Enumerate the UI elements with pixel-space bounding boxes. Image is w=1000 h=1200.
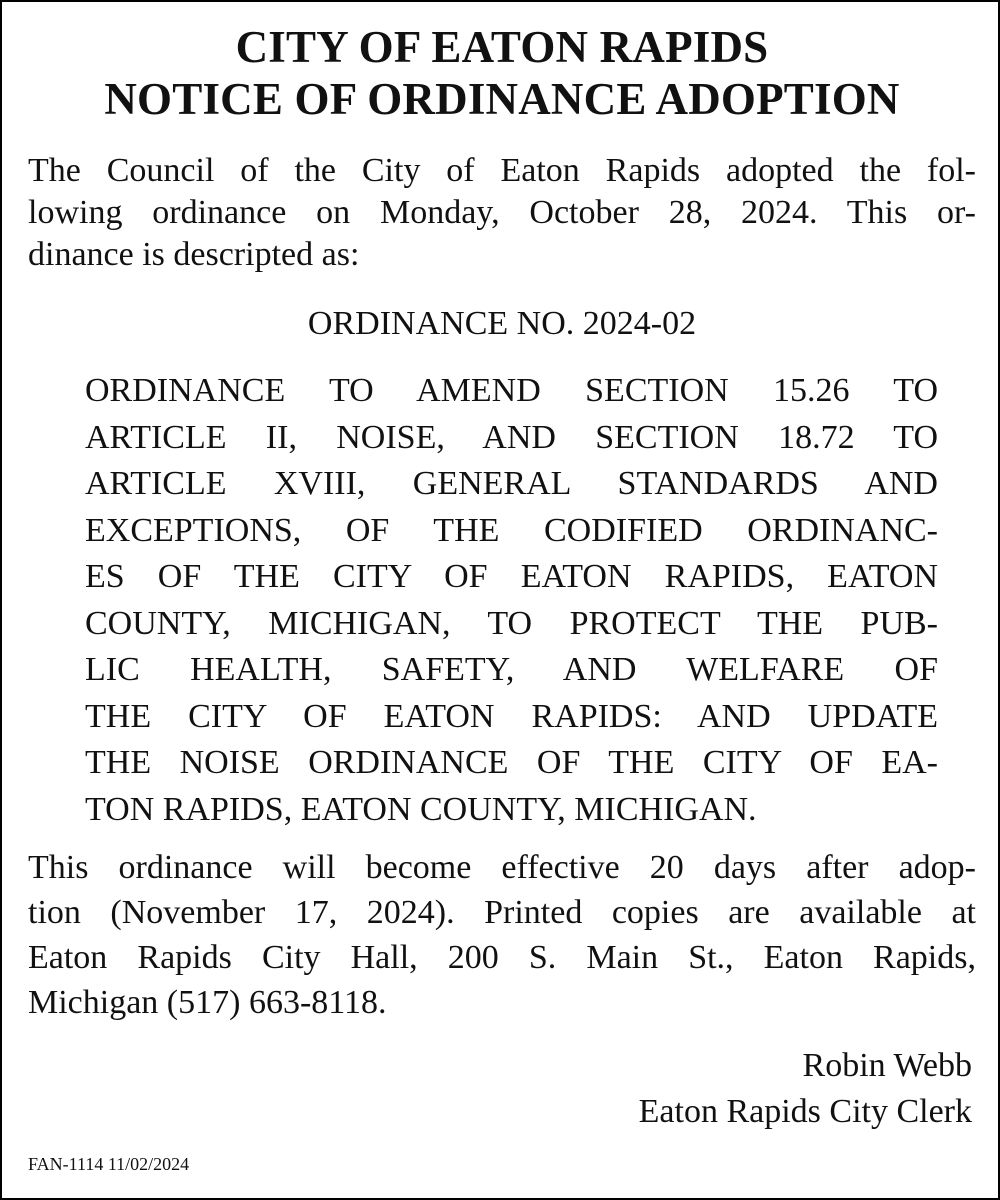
ordinance-title-line: ARTICLE XVIII, GENERAL STANDARDS AND (85, 465, 938, 502)
effective-line: Michigan (517) 663-8118. (28, 984, 387, 1021)
notice-heading-city: CITY OF EATON RAPIDS (235, 22, 769, 72)
ordinance-title-line: LIC HEALTH, SAFETY, AND WELFARE OF (85, 651, 938, 688)
intro-line: lowing ordinance on Monday, October 28, 2024. This or- (28, 194, 976, 231)
intro-line: dinance is descripted as: (28, 236, 360, 273)
ordinance-title-line: ES OF THE CITY OF EATON RAPIDS, EATON (85, 558, 938, 595)
intro-paragraph (28, 150, 976, 276)
ordinance-title-line: EXCEPTIONS, OF THE CODIFIED ORDINANC- (85, 511, 938, 549)
ordinance-title-line: TON RAPIDS, EATON COUNTY, MICHIGAN. (85, 790, 757, 828)
ordinance-title-line: ORDINANCE TO AMEND SECTION 15.26 TO (85, 372, 938, 409)
ordinance-title (85, 368, 938, 833)
signature-name: Robin Webb (802, 1047, 972, 1084)
intro-line: The Council of the City of Eaton Rapids adopted the fol- (28, 152, 976, 189)
publication-reference: FAN-1114 11/02/2024 (28, 1154, 190, 1174)
ordinance-title-line: COUNTY, MICHIGAN, TO PROTECT THE PUB- (85, 604, 938, 642)
signature-title: Eaton Rapids City Clerk (638, 1093, 972, 1130)
ordinance-title-line: THE CITY OF EATON RAPIDS: AND UPDATE (85, 697, 938, 735)
effective-line: tion (November 17, 2024). Printed copies are available at (28, 894, 976, 931)
ordinance-title-line: THE NOISE ORDINANCE OF THE CITY OF EA- (85, 744, 938, 781)
notice-heading-title: NOTICE OF ORDINANCE ADOPTION (104, 74, 900, 124)
ordinance-title-line: ARTICLE II, NOISE, AND SECTION 18.72 TO (85, 418, 938, 456)
ordinance-number: ORDINANCE NO. 2024-02 (307, 305, 697, 342)
effective-line: This ordinance will become effective 20 days after adop- (28, 849, 976, 886)
effective-line: Eaton Rapids City Hall, 200 S. Main St., Eaton Rapids, (28, 939, 976, 976)
effective-paragraph (28, 845, 976, 1025)
